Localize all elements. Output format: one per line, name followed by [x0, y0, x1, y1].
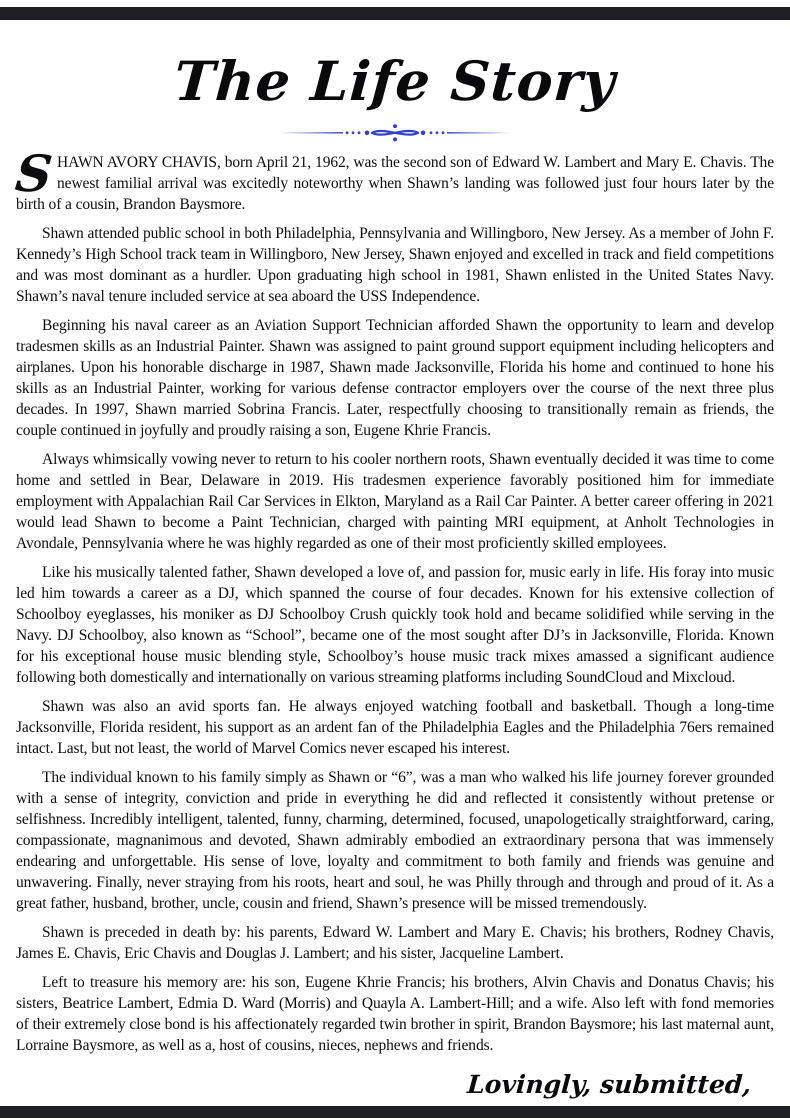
page-content — [0, 20, 790, 1118]
paragraph-birth-text: HAWN AVORY CHAVIS, born April 21, 1962, was the second son of Edward W. Lambert and Mary E. Chavis. The newest familial arrival was excitedly noteworthy when Shawn’s landing was followed just four hours later by the birth of a cousin, Brandon Baysmore. — [16, 154, 774, 213]
paragraph-school-navy: Shawn attended public school in both Philadelphia, Pennsylvania and Willingboro, New Jersey. As a member of John F. Kennedy’s High School track team in Willingboro, New Jersey, Shawn enjoyed and excelled in track and field competitions and was most dominant as a hurdler. Upon graduating high school in 1981, Shawn enlisted in the United States Navy. Shawn’s naval tenure included service at sea aboard the USS Independence. — [16, 225, 774, 305]
obituary-article — [12, 144, 774, 1056]
top-border-bar — [0, 7, 790, 20]
signature-line-1: Lovingly, submitted, — [466, 1070, 753, 1099]
paragraph-birth — [12, 144, 774, 215]
paragraph-dj-music: Like his musically talented father, Shawn developed a love of, and passion for, music early in life. His foray into music led him towards a career as a DJ, which spanned the course of four decades. Known for his extensive collection of Schoolboy eyeglasses, his moniker as DJ Schoolboy Crush quickly took hold and became solidified while serving in the Navy. DJ Schoolboy, also known as “School”, became one of the most sought after DJ’s in Jacksonville, Florida. Known for his exceptional house music blending style, Schoolboy’s house music track mixes amassed a significant audience following both domestically and internationally on various streaming platforms including SoundCloud and Mixcloud. — [16, 564, 774, 686]
flourish-divider-icon — [279, 122, 511, 144]
bottom-border-bar — [0, 1106, 790, 1118]
paragraph-naval-career: Beginning his naval career as an Aviation Support Technician afforded Shawn the opportunity to learn and develop tradesmen skills as an Industrial Painter. Shawn was assigned to paint ground support equipment including helicopters and airplanes. Upon his honorable discharge in 1987, Shawn made Jacksonville, Florida his home and continued to hone his skills as an Industrial Painter, working for various defense contractor employers over the course of the next three plus decades. In 1997, Shawn married Sobrina Francis. Later, respectfully choosing to transitionally remain as friends, the couple continued in joyfully and proudly raising a son, Eugene Khrie Francis. — [16, 317, 774, 439]
paragraph-character: The individual known to his family simply as Shawn or “6”, was a man who walked his life journey forever grounded with a sense of integrity, conviction and pride in everything he did and reflected it consistently without pretense or selfishness. Incredibly intelligent, talented, funny, charming, determined, focused, unapologetically straightforward, caring, compassionate, magnanimous and devoted, Shawn admirably embodied an extraordinary persona that was immensely endearing and unforgettable. His sense of love, loyalty and commitment to both family and friends was genuine and unwavering. Finally, never straying from his roots, heart and soul, he was Philly through and through and proud of it. As a great father, husband, brother, uncle, cousin and friend, Shawn’s presence will be missed tremendously. — [16, 769, 774, 912]
paragraph-sports-fan: Shawn was also an avid sports fan. He always enjoyed watching football and basketball. Though a long-time Jacksonville, Florida resident, his support as an ardent fan of the Philadelphia Eagles and the Philadelphia 76ers remained intact. Last, but not least, the world of Marvel Comics never escaped his interest. — [16, 698, 774, 757]
page-title: The Life Story — [172, 49, 618, 113]
paragraph-survivors: Left to treasure his memory are: his son, Eugene Khrie Francis; his brothers, Alvin Chavis and Donatus Chavis; his sisters, Beatrice Lambert, Edmia D. Ward (Morris) and Quayla A. Lambert-Hill; and a wife. Also left with fond memories of their extremely close bond is his affectionately regarded twin brother in spirit, Brandon Baysmore; his last maternal aunt, Lorraine Baysmore, as well as a, host of cousins, nieces, nephews and friends. — [16, 974, 774, 1054]
paragraph-return-home: Always whimsically vowing never to return to his cooler northern roots, Shawn eventually decided it was time to come home and settled in Bear, Delaware in 2019. His tradesmen experience favorably positioned him for immediate employment with Appalachian Rail Car Services in Elkton, Maryland as a Rail Car Painter. A better career offering in 2021 would lead Shawn to become a Paint Technician, charged with painting MRI equipment, at Anholt Technologies in Avondale, Pennsylvania where he was highly regarded as one of their most proficiently skilled employees. — [16, 451, 774, 552]
drop-cap-letter: S — [12, 144, 56, 203]
paragraph-preceded-in-death: Shawn is preceded in death by: his parents, Edward W. Lambert and Mary E. Chavis; his brothers, Rodney Chavis, James E. Chavis, Eric Chavis and Douglas J. Lambert; and his sister, Jacqueline Lambert. — [16, 924, 774, 962]
